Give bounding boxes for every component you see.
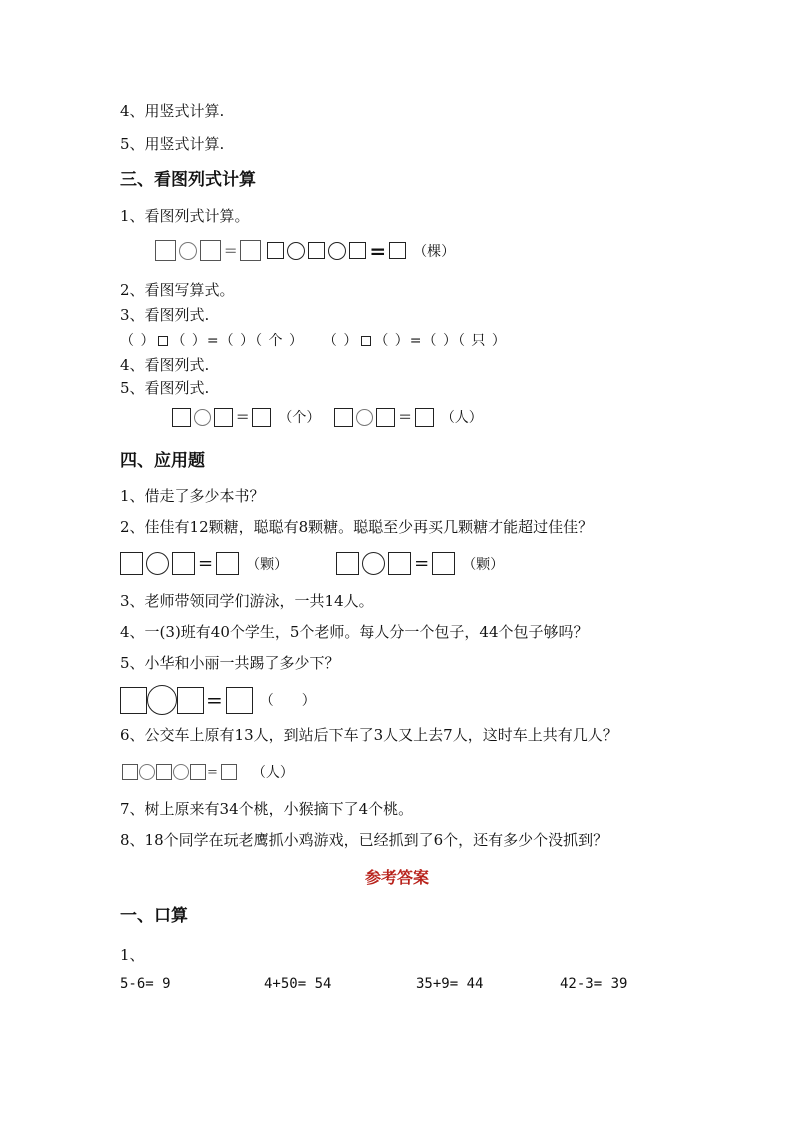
unit-label: （棵） bbox=[413, 243, 456, 260]
equals-sign: = bbox=[206, 688, 223, 712]
operator-circle[interactable] bbox=[194, 409, 211, 426]
question-4-2: 2、佳佳有12颗糖，聪聪有8颗糖。聪聪至少再买几颗糖才能超过佳佳？ bbox=[120, 518, 594, 536]
answer-box[interactable] bbox=[252, 408, 271, 427]
question-3-3: 3、看图列式. bbox=[120, 306, 210, 324]
answer-box[interactable] bbox=[267, 242, 284, 259]
equals-sign: = bbox=[198, 552, 214, 574]
answer-box[interactable] bbox=[376, 408, 395, 427]
answer-box[interactable] bbox=[190, 764, 206, 780]
operator-circle[interactable] bbox=[146, 552, 169, 575]
unit-label: （个） bbox=[278, 410, 321, 426]
answer-box[interactable] bbox=[226, 687, 253, 714]
answer-box[interactable] bbox=[172, 552, 195, 575]
equals-sign: = bbox=[224, 240, 238, 260]
operator-circle[interactable] bbox=[287, 242, 305, 260]
operator-circle[interactable] bbox=[173, 764, 189, 780]
answers-title: 参考答案 bbox=[364, 868, 429, 887]
operator-circle[interactable] bbox=[139, 764, 155, 780]
operator-circle[interactable] bbox=[362, 552, 385, 575]
answer-box[interactable] bbox=[177, 687, 204, 714]
question-4-1: 1、借走了多少本书？ bbox=[120, 487, 265, 505]
operator-circle[interactable] bbox=[147, 685, 177, 715]
answer-box[interactable] bbox=[216, 552, 239, 575]
equation-4-5 bbox=[120, 685, 316, 715]
equation-4-6 bbox=[122, 762, 294, 782]
question-3-5: 5、看图列式. bbox=[120, 379, 210, 397]
question-4-3: 3、老师带领同学们游泳，一共14人。 bbox=[120, 592, 374, 610]
equation-4-2 bbox=[120, 552, 504, 575]
question-4-8: 8、18个同学在玩老鹰抓小鸡游戏，已经抓到了6个，还有多少个没抓到？ bbox=[120, 831, 609, 849]
question-3-2: 2、看图写算式。 bbox=[120, 281, 235, 299]
question-4-4: 4、一(3)班有40个学生，5个老师。每人分一个包子，44个包子够吗？ bbox=[120, 623, 589, 641]
question-2-4: 4、用竖式计算. bbox=[120, 102, 225, 120]
question-4-6: 6、公交车上原有13人，到站后下车了3人又上去7人，这时车上共有几人？ bbox=[120, 726, 618, 744]
answer-item: 42-3= 39 bbox=[560, 976, 628, 992]
answer-box[interactable] bbox=[200, 240, 221, 261]
answer-box[interactable] bbox=[122, 764, 138, 780]
equals-sign: = bbox=[236, 407, 250, 426]
answer-box[interactable] bbox=[120, 552, 143, 575]
answer-box[interactable] bbox=[214, 408, 233, 427]
section-4-heading: 四、应用题 bbox=[120, 451, 205, 471]
answer-box[interactable] bbox=[172, 408, 191, 427]
unit-label: （人） bbox=[251, 765, 294, 781]
answer-box[interactable] bbox=[432, 552, 455, 575]
equation-3-3 bbox=[120, 330, 507, 350]
question-3-1: 1、看图列式计算。 bbox=[120, 207, 250, 225]
answer-box[interactable] bbox=[389, 242, 406, 259]
equation-3-1 bbox=[155, 240, 455, 261]
question-3-4: 4、看图列式. bbox=[120, 356, 210, 374]
equation-3-5 bbox=[172, 407, 483, 427]
equals-sign: = bbox=[398, 407, 412, 426]
answer-box[interactable] bbox=[120, 687, 147, 714]
answer-box[interactable] bbox=[155, 240, 176, 261]
answer-box[interactable] bbox=[156, 764, 172, 780]
unit-label: （人） bbox=[440, 410, 483, 426]
equals-sign: = bbox=[207, 764, 218, 780]
blank[interactable]: （ ） bbox=[322, 333, 359, 349]
answer-box[interactable] bbox=[221, 764, 237, 780]
question-2-5: 5、用竖式计算. bbox=[120, 135, 225, 153]
blank-group[interactable]: （ ）=（ ）（ 个 ） bbox=[171, 333, 304, 349]
question-4-7: 7、树上原来有34个桃，小猴摘下了4个桃。 bbox=[120, 800, 414, 818]
answer-box[interactable] bbox=[334, 408, 353, 427]
unit-label: （ ） bbox=[259, 693, 316, 709]
answer-box[interactable] bbox=[388, 552, 411, 575]
unit-label: （颗） bbox=[246, 556, 289, 573]
operator-circle[interactable] bbox=[356, 409, 373, 426]
question-4-5: 5、小华和小丽一共踢了多少下？ bbox=[120, 654, 340, 672]
answer-box[interactable] bbox=[240, 240, 261, 261]
operator-box[interactable] bbox=[361, 336, 371, 346]
operator-circle[interactable] bbox=[179, 242, 197, 260]
answers-question-1: 1、 bbox=[120, 946, 145, 964]
equals-sign: = bbox=[369, 238, 387, 263]
answer-box[interactable] bbox=[349, 242, 366, 259]
answer-item: 5-6= 9 bbox=[120, 976, 171, 992]
answer-item: 4+50= 54 bbox=[264, 976, 332, 992]
answer-box[interactable] bbox=[415, 408, 434, 427]
blank[interactable]: （ ） bbox=[120, 333, 156, 349]
answer-item: 35+9= 44 bbox=[416, 976, 484, 992]
section-3-heading: 三、看图列式计算 bbox=[120, 170, 256, 190]
answers-section-1-heading: 一、口算 bbox=[120, 906, 188, 926]
unit-label: （颗） bbox=[462, 556, 505, 573]
operator-box[interactable] bbox=[158, 336, 168, 346]
equals-sign: = bbox=[414, 552, 430, 574]
answer-box[interactable] bbox=[308, 242, 325, 259]
operator-circle[interactable] bbox=[328, 242, 346, 260]
blank-group[interactable]: （ ）=（ ）（ 只 ） bbox=[374, 333, 507, 349]
answer-box[interactable] bbox=[336, 552, 359, 575]
